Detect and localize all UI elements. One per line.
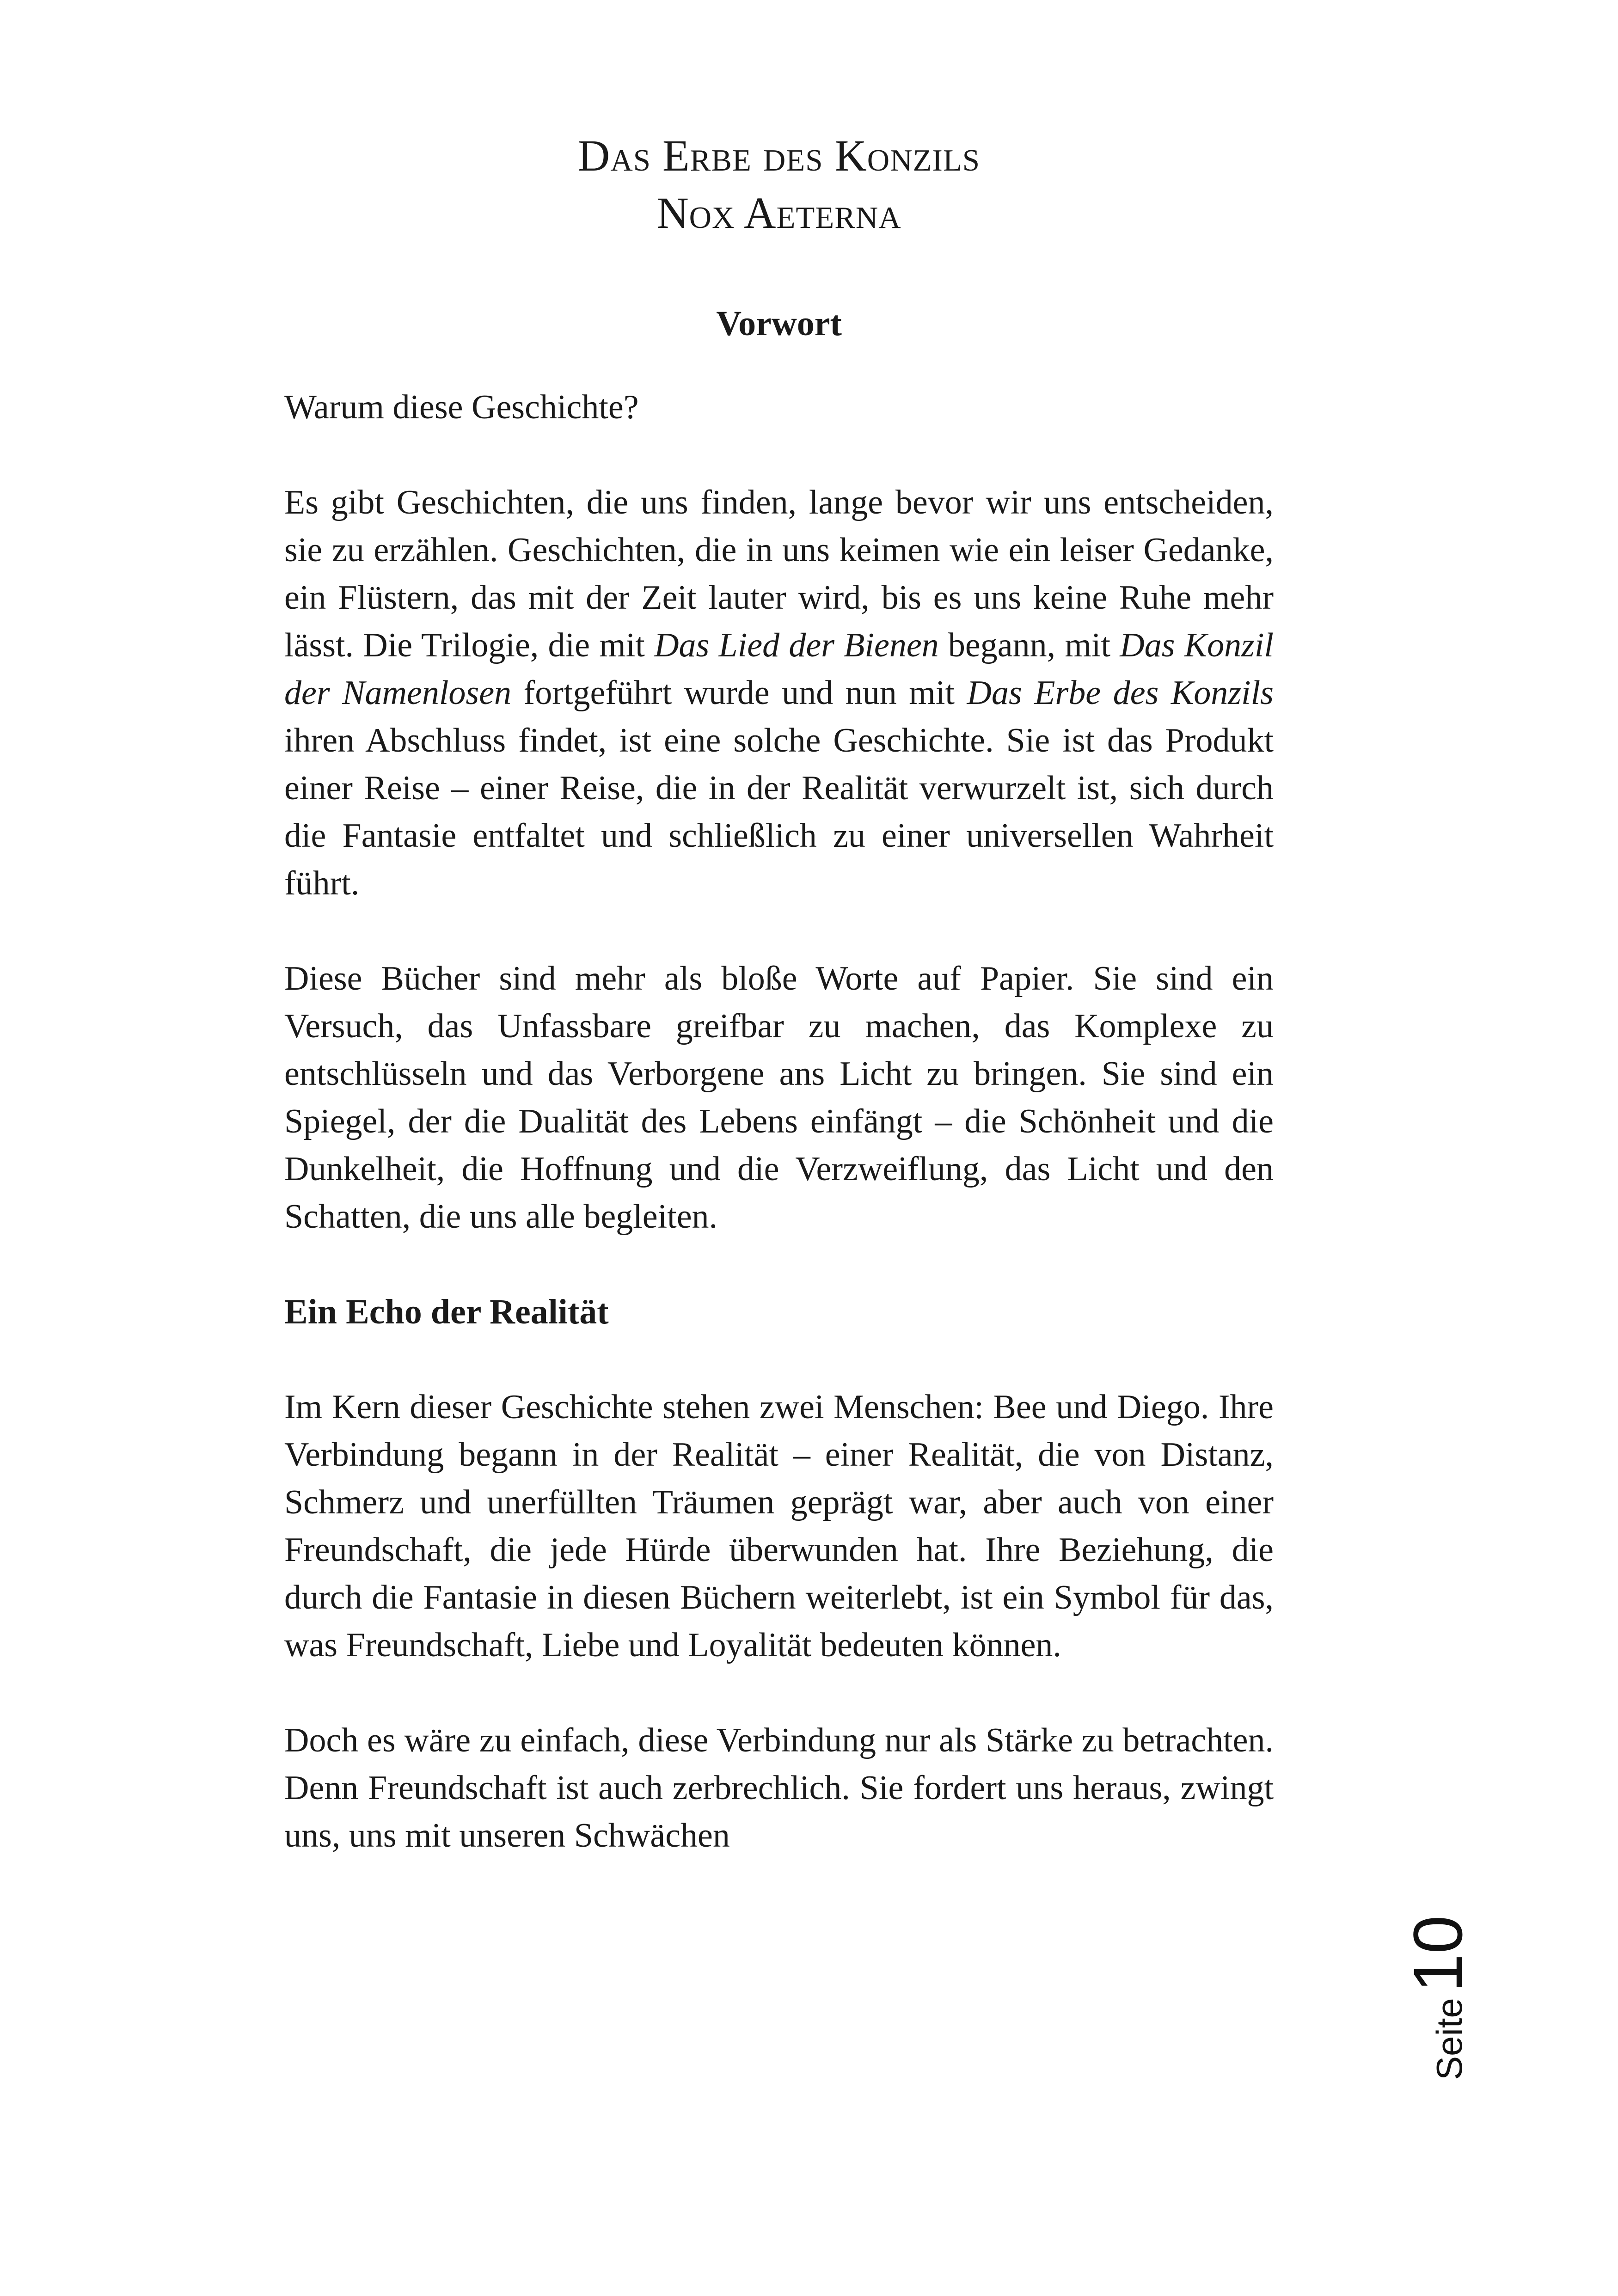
paragraph-1 [284, 479, 1274, 907]
body-text [284, 384, 1274, 1907]
page-number-value: 10 [1399, 1915, 1477, 1993]
running-header [0, 127, 1558, 242]
paragraph-2: Diese Bücher sind mehr als bloße Worte auf Papier. Sie sind ein Versuch, das Unfassbare greifbar zu machen, das Komplexe zu entschlüsseln und das Verborgene ans Licht zu bringen. Sie sind ein Spiegel, der die Dualität des Lebens einfängt – die Schönheit und die Dunkelheit, die Hoffnung und die Verzweiflung, das Licht und den Schatten, die uns alle begleiten. [284, 960, 1274, 1236]
section-heading: Ein Echo der Realität [284, 1292, 609, 1331]
paragraph-1-text-a: Es gibt Geschichten, die uns finden, lange bevor wir uns entscheiden, sie zu erzählen. Geschichten, die in uns keimen wie ein leiser Gedanke, ein Flüstern, das mit der Zeit lauter wird, bis es uns keine Ruhe mehr lässt. Die Trilogie, die mit [284, 484, 1274, 664]
paragraph-3: Im Kern dieser Geschichte stehen zwei Menschen: Bee und Diego. Ihre Verbindung begann in der Realität – einer Realität, die von Distanz, Schmerz und unerfüllten Träumen geprägt war, aber auch von einer Freundschaft, die jede Hürde überwunden hat. Ihre Beziehung, die durch die Fantasie in diesen Büchern weiterlebt, ist ein Symbol für das, was Freundschaft, Liebe und Loyalität bedeuten können. [284, 1388, 1274, 1664]
paragraph-4: Doch es wäre zu einfach, diese Verbindung nur als Stärke zu betrachten. Denn Freundschaft ist auch zerbrechlich. Sie fordert uns heraus, zwingt uns, uns mit unseren Schwächen [284, 1721, 1274, 1855]
paragraph-1-text-c: fortgeführt wurde und nun mit [511, 674, 967, 712]
book-title-3: Das Erbe des Konzils [967, 674, 1274, 712]
intro-question: Warum diese Geschichte? [284, 388, 639, 426]
header-subtitle: Nox Aeterna [656, 188, 901, 238]
page-number [1399, 1915, 1477, 2080]
header-book-title: Das Erbe des Konzils [577, 131, 981, 180]
paragraph-1-text-d: ihren Abschluss findet, ist eine solche Geschichte. Sie ist das Produkt einer Reise – einer Reise, die in der Realität verwurzelt ist, sich durch die Fantasie entfaltet und schließlich zu einer universellen Wahrheit führt. [284, 722, 1274, 902]
chapter-title: Vorwort [716, 304, 842, 343]
page-number-label: Seite [1429, 1998, 1470, 2080]
book-title-1: Das Lied der Bienen [654, 626, 939, 664]
paragraph-1-text-b: begann, mit [938, 626, 1120, 664]
book-title-2: Das Konzil der Namenlosen [284, 626, 1274, 712]
